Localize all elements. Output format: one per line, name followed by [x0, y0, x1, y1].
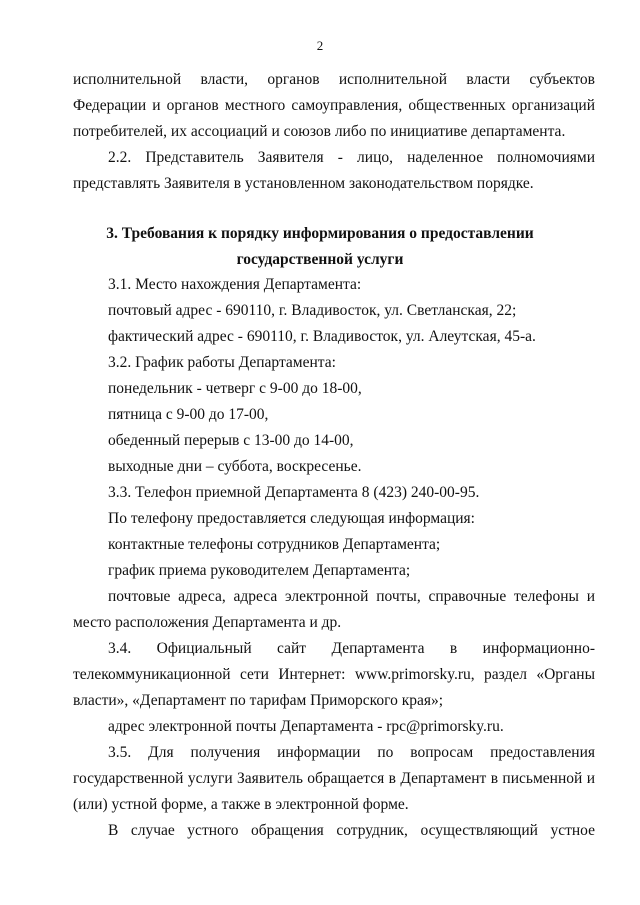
text-line: По телефону предоставляется следующая информация:	[108, 510, 475, 527]
text-line: выходные дни – суббота, воскресенье.	[108, 458, 362, 475]
text-line: государственной услуги Заявитель обращается в Департамент в письменной и	[73, 770, 595, 787]
text-line: понедельник - четверг с 9-00 до 18-00,	[108, 380, 362, 397]
text-line: исполнительной власти, органов исполнительной власти субъектов	[73, 71, 595, 88]
clause-2-2-line: 2.2. Представитель Заявителя - лицо, наделенное полномочиями	[108, 149, 595, 166]
text-line: 3.3. Телефон приемной Департамента 8 (423) 240-00-95.	[108, 484, 480, 501]
text-line: В случае устного обращения сотрудник, осуществляющий устное	[108, 822, 595, 839]
text-line: контактные телефоны сотрудников Департамента;	[108, 536, 441, 553]
text-line: фактический адрес - 690110, г. Владивосток, ул. Алеутская, 45-а.	[108, 328, 536, 345]
text-line: власти», «Департамент по тарифам Приморского края»;	[73, 692, 444, 709]
text-line: график приема руководителем Департамента;	[108, 562, 411, 579]
text-line: адрес электронной почты Департамента - rpc@primorsky.ru.	[108, 718, 504, 735]
text-line: место расположения Департамента и др.	[73, 614, 342, 631]
text-line: 3.1. Место нахождения Департамента:	[108, 276, 362, 293]
text-line: потребителей, их ассоциаций и союзов либо по инициативе департамента.	[73, 123, 566, 140]
text-line: почтовые адреса, адреса электронной почты, справочные телефоны и	[108, 588, 595, 605]
text-line: 3.2. График работы Департамента:	[108, 354, 336, 371]
text-line: (или) устной форме, а также в электронной форме.	[73, 796, 409, 813]
section-heading: 3. Требования к порядку информирования о предоставлении	[106, 225, 534, 242]
text-line: Федерации и органов местного самоуправления, общественных организаций	[73, 97, 595, 114]
clause-2-2-line: представлять Заявителя в установленном законодательством порядке.	[73, 175, 534, 192]
text-line: обеденный перерыв с 13-00 до 14-00,	[108, 432, 354, 449]
page-number: 2	[316, 38, 324, 53]
text-line: пятница с 9-00 до 17-00,	[108, 406, 269, 423]
text-line: почтовый адрес - 690110, г. Владивосток, ул. Светланская, 22;	[108, 302, 517, 319]
text-line: 3.5. Для получения информации по вопросам предоставления	[108, 744, 595, 761]
text-line: 3.4. Официальный сайт Департамента в информационно-	[108, 640, 595, 657]
section-heading: государственной услуги	[236, 251, 404, 268]
text-line: телекоммуникационной сети Интернет: www.primorsky.ru, раздел «Органы	[73, 666, 595, 683]
